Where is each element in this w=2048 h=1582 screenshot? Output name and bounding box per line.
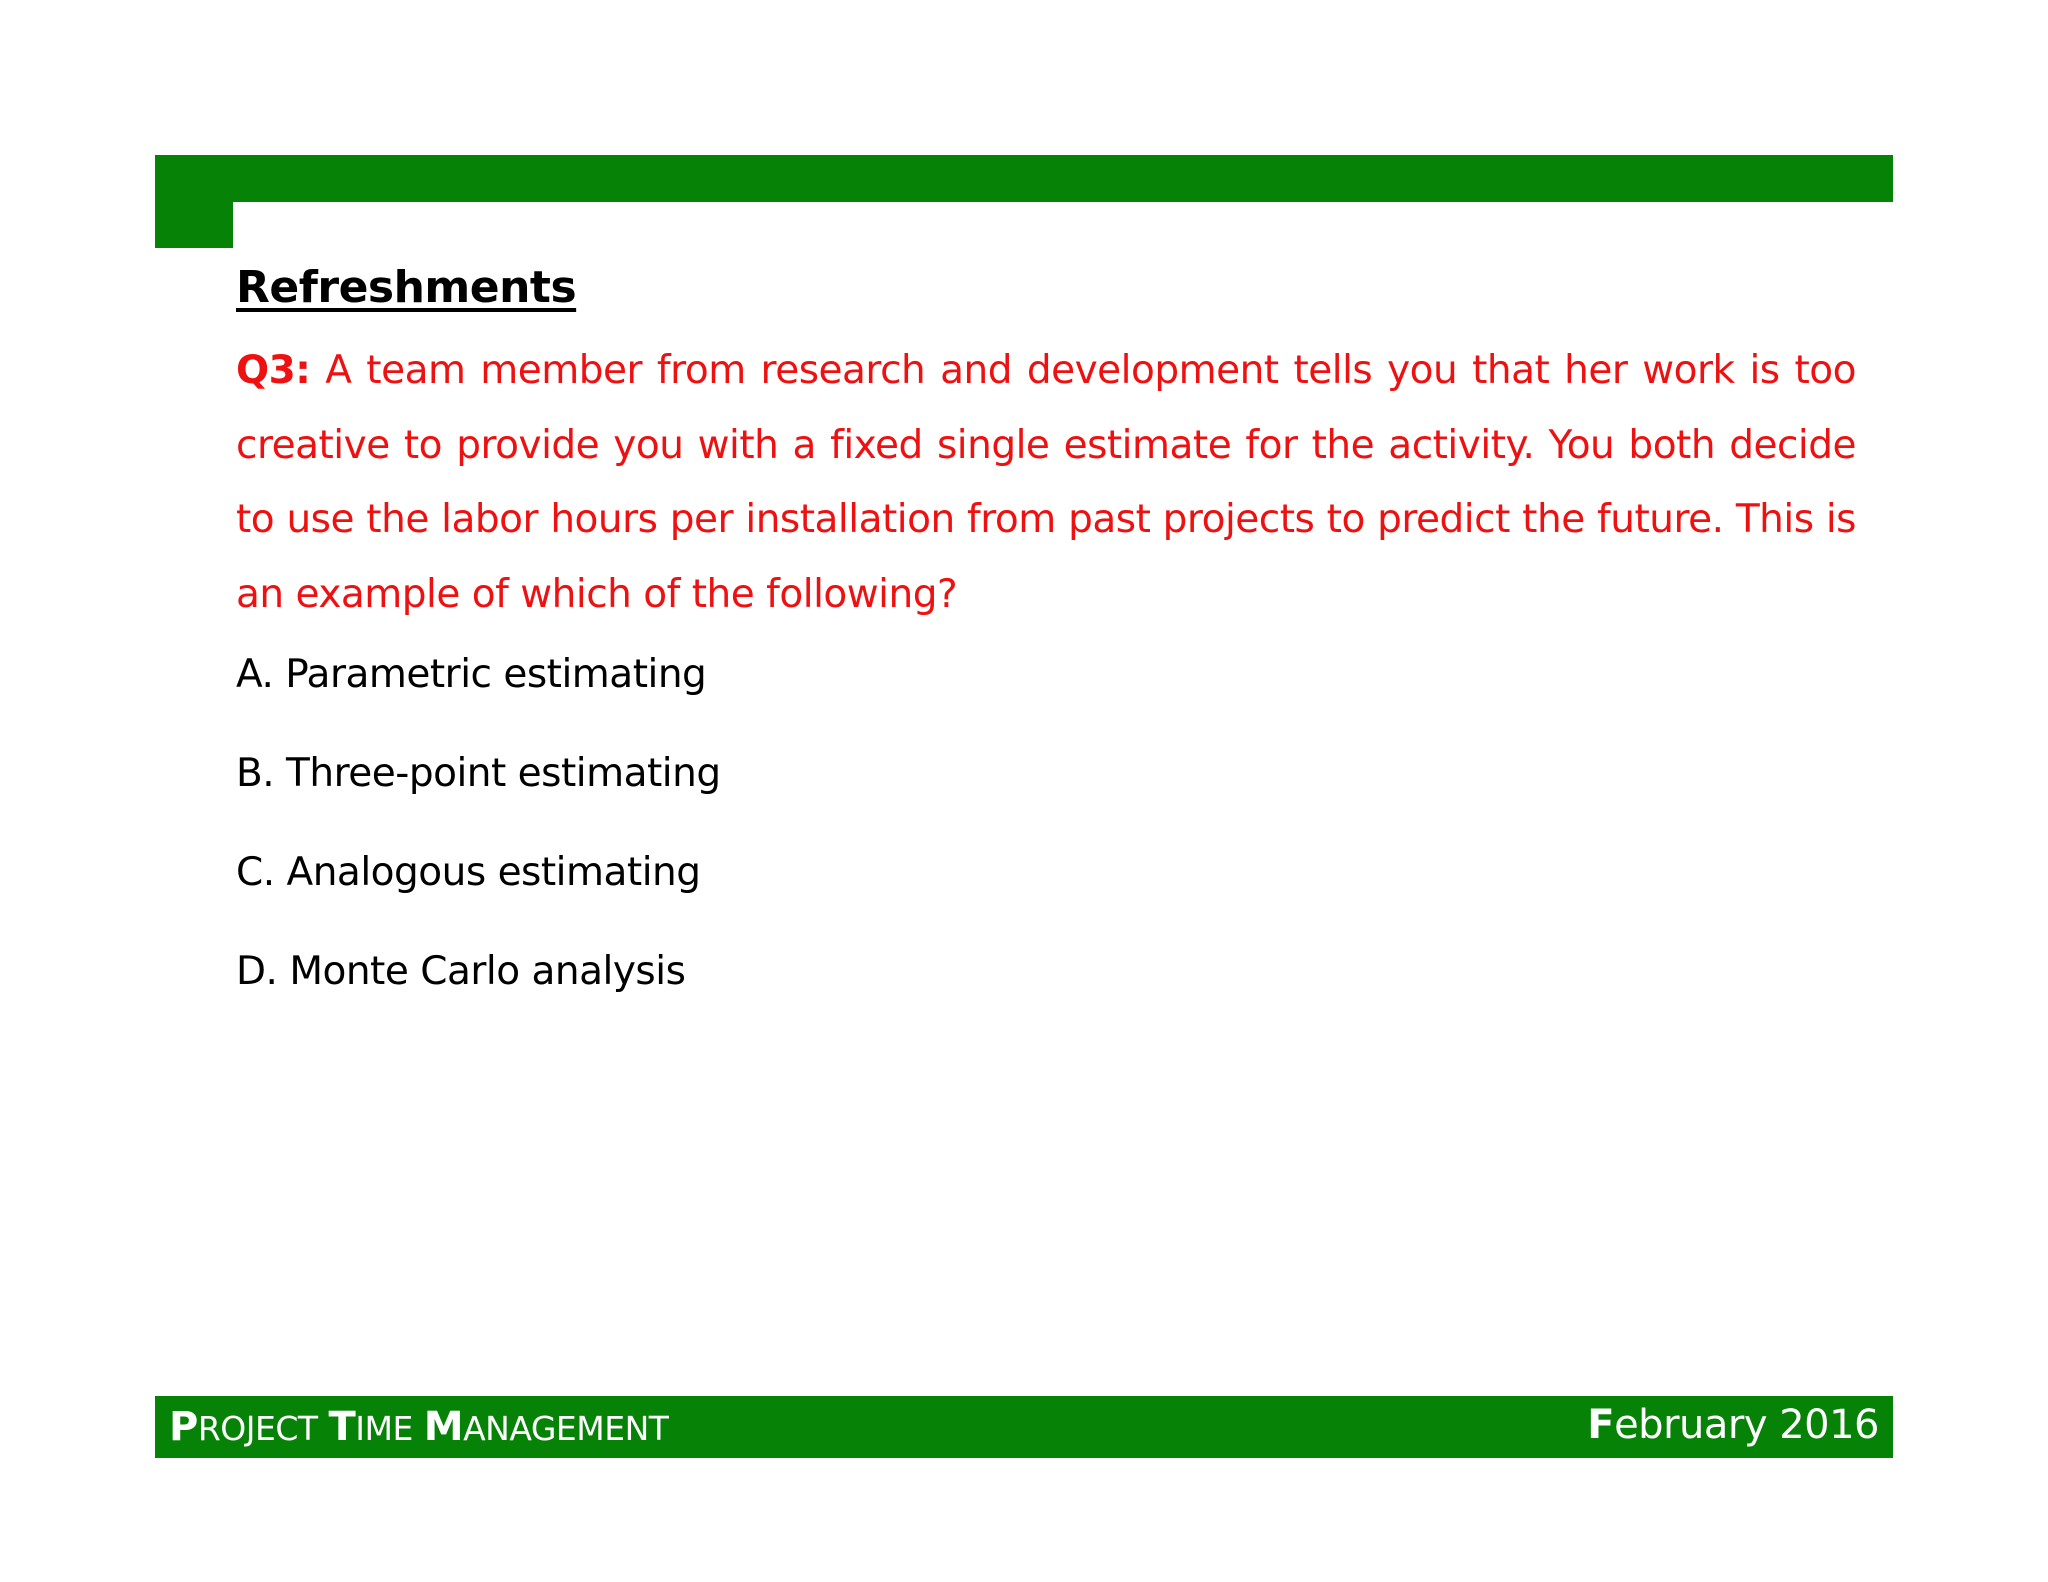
slide-title: Refreshments [236, 262, 577, 313]
footer-cap-p: P [169, 1404, 198, 1450]
question [236, 334, 1856, 632]
footer-cap-t: T [328, 1404, 356, 1450]
header-notch [233, 202, 293, 262]
footer-cap-m: M [423, 1404, 464, 1450]
footer-date-rest: ebruary 2016 [1614, 1402, 1879, 1448]
question-label: Q3: [236, 348, 311, 393]
option-b: B. Three-point estimating [236, 751, 721, 796]
header-tab [155, 155, 233, 248]
answer-options [236, 650, 1856, 1046]
option-c: C. Analogous estimating [236, 850, 701, 895]
footer-course-title [169, 1404, 668, 1452]
footer-word-time: IME [355, 1409, 413, 1448]
footer-word-management: ANAGEMENT [463, 1409, 669, 1448]
footer-word-project: ROJECT [197, 1409, 318, 1448]
option-a: A. Parametric estimating [236, 652, 707, 697]
option-d: D. Monte Carlo analysis [236, 949, 686, 994]
header-bar [155, 155, 1893, 202]
footer-date [1587, 1402, 1879, 1448]
footer-bar [155, 1396, 1893, 1458]
question-text: A team member from research and development tells you that her work is too creative to provide you with a fixed single estimate for the activity. You both decide to use the labor hours per installation from past projects to predict the future. This is an example of which of the following? [236, 348, 1856, 617]
footer-date-cap: F [1587, 1402, 1615, 1448]
slide-content [236, 258, 1856, 1046]
